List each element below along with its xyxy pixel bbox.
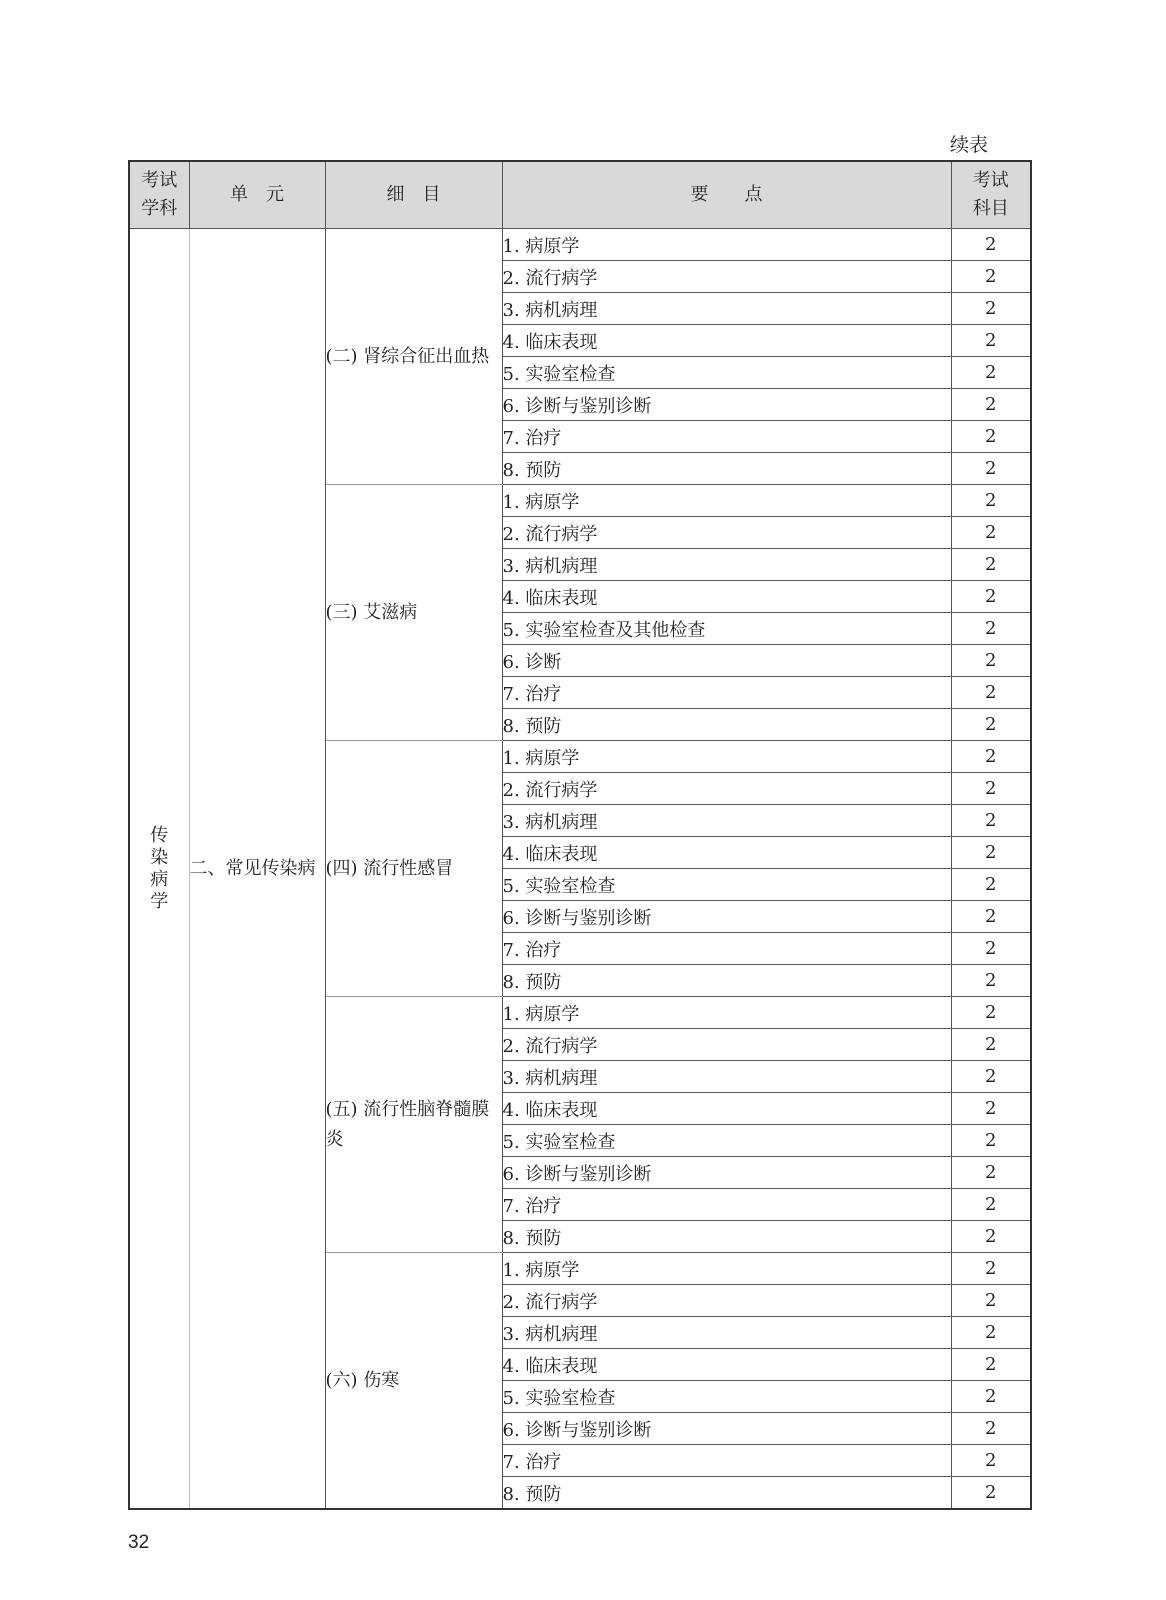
point-cell: 6. 诊断与鉴别诊断: [502, 389, 951, 421]
point-cell: 8. 预防: [502, 1221, 951, 1253]
page-number: 32: [128, 1532, 150, 1553]
point-cell: 4. 临床表现: [502, 1093, 951, 1125]
level-cell: 2: [951, 997, 1031, 1029]
level-cell: 2: [951, 517, 1031, 549]
point-cell: 1. 病原学: [502, 229, 951, 261]
detail-cell: (二) 肾综合征出血热: [325, 229, 502, 485]
level-cell: 2: [951, 709, 1031, 741]
level-cell: 2: [951, 1189, 1031, 1221]
table-body: [129, 229, 1031, 1510]
level-cell: 2: [951, 1477, 1031, 1510]
unit-cell: 二、常见传染病: [189, 229, 325, 1510]
level-cell: 2: [951, 229, 1031, 261]
point-cell: 3. 病机病理: [502, 1061, 951, 1093]
detail-cell: (六) 伤寒: [325, 1253, 502, 1510]
detail-cell: (五) 流行性脑脊髓膜炎: [325, 997, 502, 1253]
continued-label: 续表: [950, 134, 989, 156]
level-cell: 2: [951, 1029, 1031, 1061]
level-cell: 2: [951, 357, 1031, 389]
point-cell: 8. 预防: [502, 709, 951, 741]
point-cell: 8. 预防: [502, 1477, 951, 1510]
level-cell: 2: [951, 389, 1031, 421]
table-header-row: [129, 161, 1031, 229]
point-cell: 8. 预防: [502, 965, 951, 997]
level-cell: 2: [951, 549, 1031, 581]
point-cell: 4. 临床表现: [502, 1349, 951, 1381]
point-cell: 2. 流行病学: [502, 773, 951, 805]
point-cell: 6. 诊断与鉴别诊断: [502, 1157, 951, 1189]
point-cell: 1. 病原学: [502, 741, 951, 773]
level-cell: 2: [951, 965, 1031, 997]
point-cell: 2. 流行病学: [502, 517, 951, 549]
level-cell: 2: [951, 1285, 1031, 1317]
level-cell: 2: [951, 837, 1031, 869]
level-cell: 2: [951, 933, 1031, 965]
level-cell: 2: [951, 325, 1031, 357]
level-cell: 2: [951, 1253, 1031, 1285]
point-cell: 7. 治疗: [502, 677, 951, 709]
syllabus-table: [128, 160, 1032, 1510]
level-cell: 2: [951, 677, 1031, 709]
point-cell: 1. 病原学: [502, 485, 951, 517]
level-cell: 2: [951, 1093, 1031, 1125]
level-cell: 2: [951, 581, 1031, 613]
point-cell: 3. 病机病理: [502, 549, 951, 581]
level-cell: 2: [951, 453, 1031, 485]
level-cell: 2: [951, 1125, 1031, 1157]
level-cell: 2: [951, 293, 1031, 325]
point-cell: 3. 病机病理: [502, 293, 951, 325]
level-cell: 2: [951, 1157, 1031, 1189]
point-cell: 6. 诊断: [502, 645, 951, 677]
header-unit: 单 元: [189, 161, 325, 229]
point-cell: 5. 实验室检查: [502, 357, 951, 389]
point-cell: 7. 治疗: [502, 1445, 951, 1477]
point-cell: 5. 实验室检查及其他检查: [502, 613, 951, 645]
point-cell: 3. 病机病理: [502, 805, 951, 837]
header-detail: 细 目: [325, 161, 502, 229]
header-level: 考试科目: [951, 161, 1031, 229]
point-cell: 4. 临床表现: [502, 581, 951, 613]
point-cell: 5. 实验室检查: [502, 869, 951, 901]
point-cell: 1. 病原学: [502, 997, 951, 1029]
level-cell: 2: [951, 1413, 1031, 1445]
level-cell: 2: [951, 901, 1031, 933]
level-cell: 2: [951, 645, 1031, 677]
detail-cell: (三) 艾滋病: [325, 485, 502, 741]
level-cell: 2: [951, 1349, 1031, 1381]
point-cell: 5. 实验室检查: [502, 1381, 951, 1413]
point-cell: 1. 病原学: [502, 1253, 951, 1285]
level-cell: 2: [951, 773, 1031, 805]
level-cell: 2: [951, 485, 1031, 517]
level-cell: 2: [951, 1061, 1031, 1093]
level-cell: 2: [951, 1381, 1031, 1413]
point-cell: 7. 治疗: [502, 421, 951, 453]
point-cell: 6. 诊断与鉴别诊断: [502, 1413, 951, 1445]
point-cell: 5. 实验室检查: [502, 1125, 951, 1157]
level-cell: 2: [951, 1317, 1031, 1349]
level-cell: 2: [951, 741, 1031, 773]
level-cell: 2: [951, 1221, 1031, 1253]
level-cell: 2: [951, 261, 1031, 293]
point-cell: 7. 治疗: [502, 1189, 951, 1221]
point-cell: 6. 诊断与鉴别诊断: [502, 901, 951, 933]
level-cell: 2: [951, 1445, 1031, 1477]
level-cell: 2: [951, 421, 1031, 453]
point-cell: 2. 流行病学: [502, 1029, 951, 1061]
point-cell: 2. 流行病学: [502, 261, 951, 293]
level-cell: 2: [951, 869, 1031, 901]
level-cell: 2: [951, 613, 1031, 645]
detail-cell: (四) 流行性感冒: [325, 741, 502, 997]
point-cell: 3. 病机病理: [502, 1317, 951, 1349]
point-cell: 8. 预防: [502, 453, 951, 485]
point-cell: 4. 临床表现: [502, 837, 951, 869]
point-cell: 7. 治疗: [502, 933, 951, 965]
header-subject: 考试学科: [129, 161, 189, 229]
header-points: 要 点: [502, 161, 951, 229]
level-cell: 2: [951, 805, 1031, 837]
point-cell: 2. 流行病学: [502, 1285, 951, 1317]
subject-cell: 传染病学: [129, 229, 189, 1510]
point-cell: 4. 临床表现: [502, 325, 951, 357]
table-row: [129, 229, 1031, 261]
